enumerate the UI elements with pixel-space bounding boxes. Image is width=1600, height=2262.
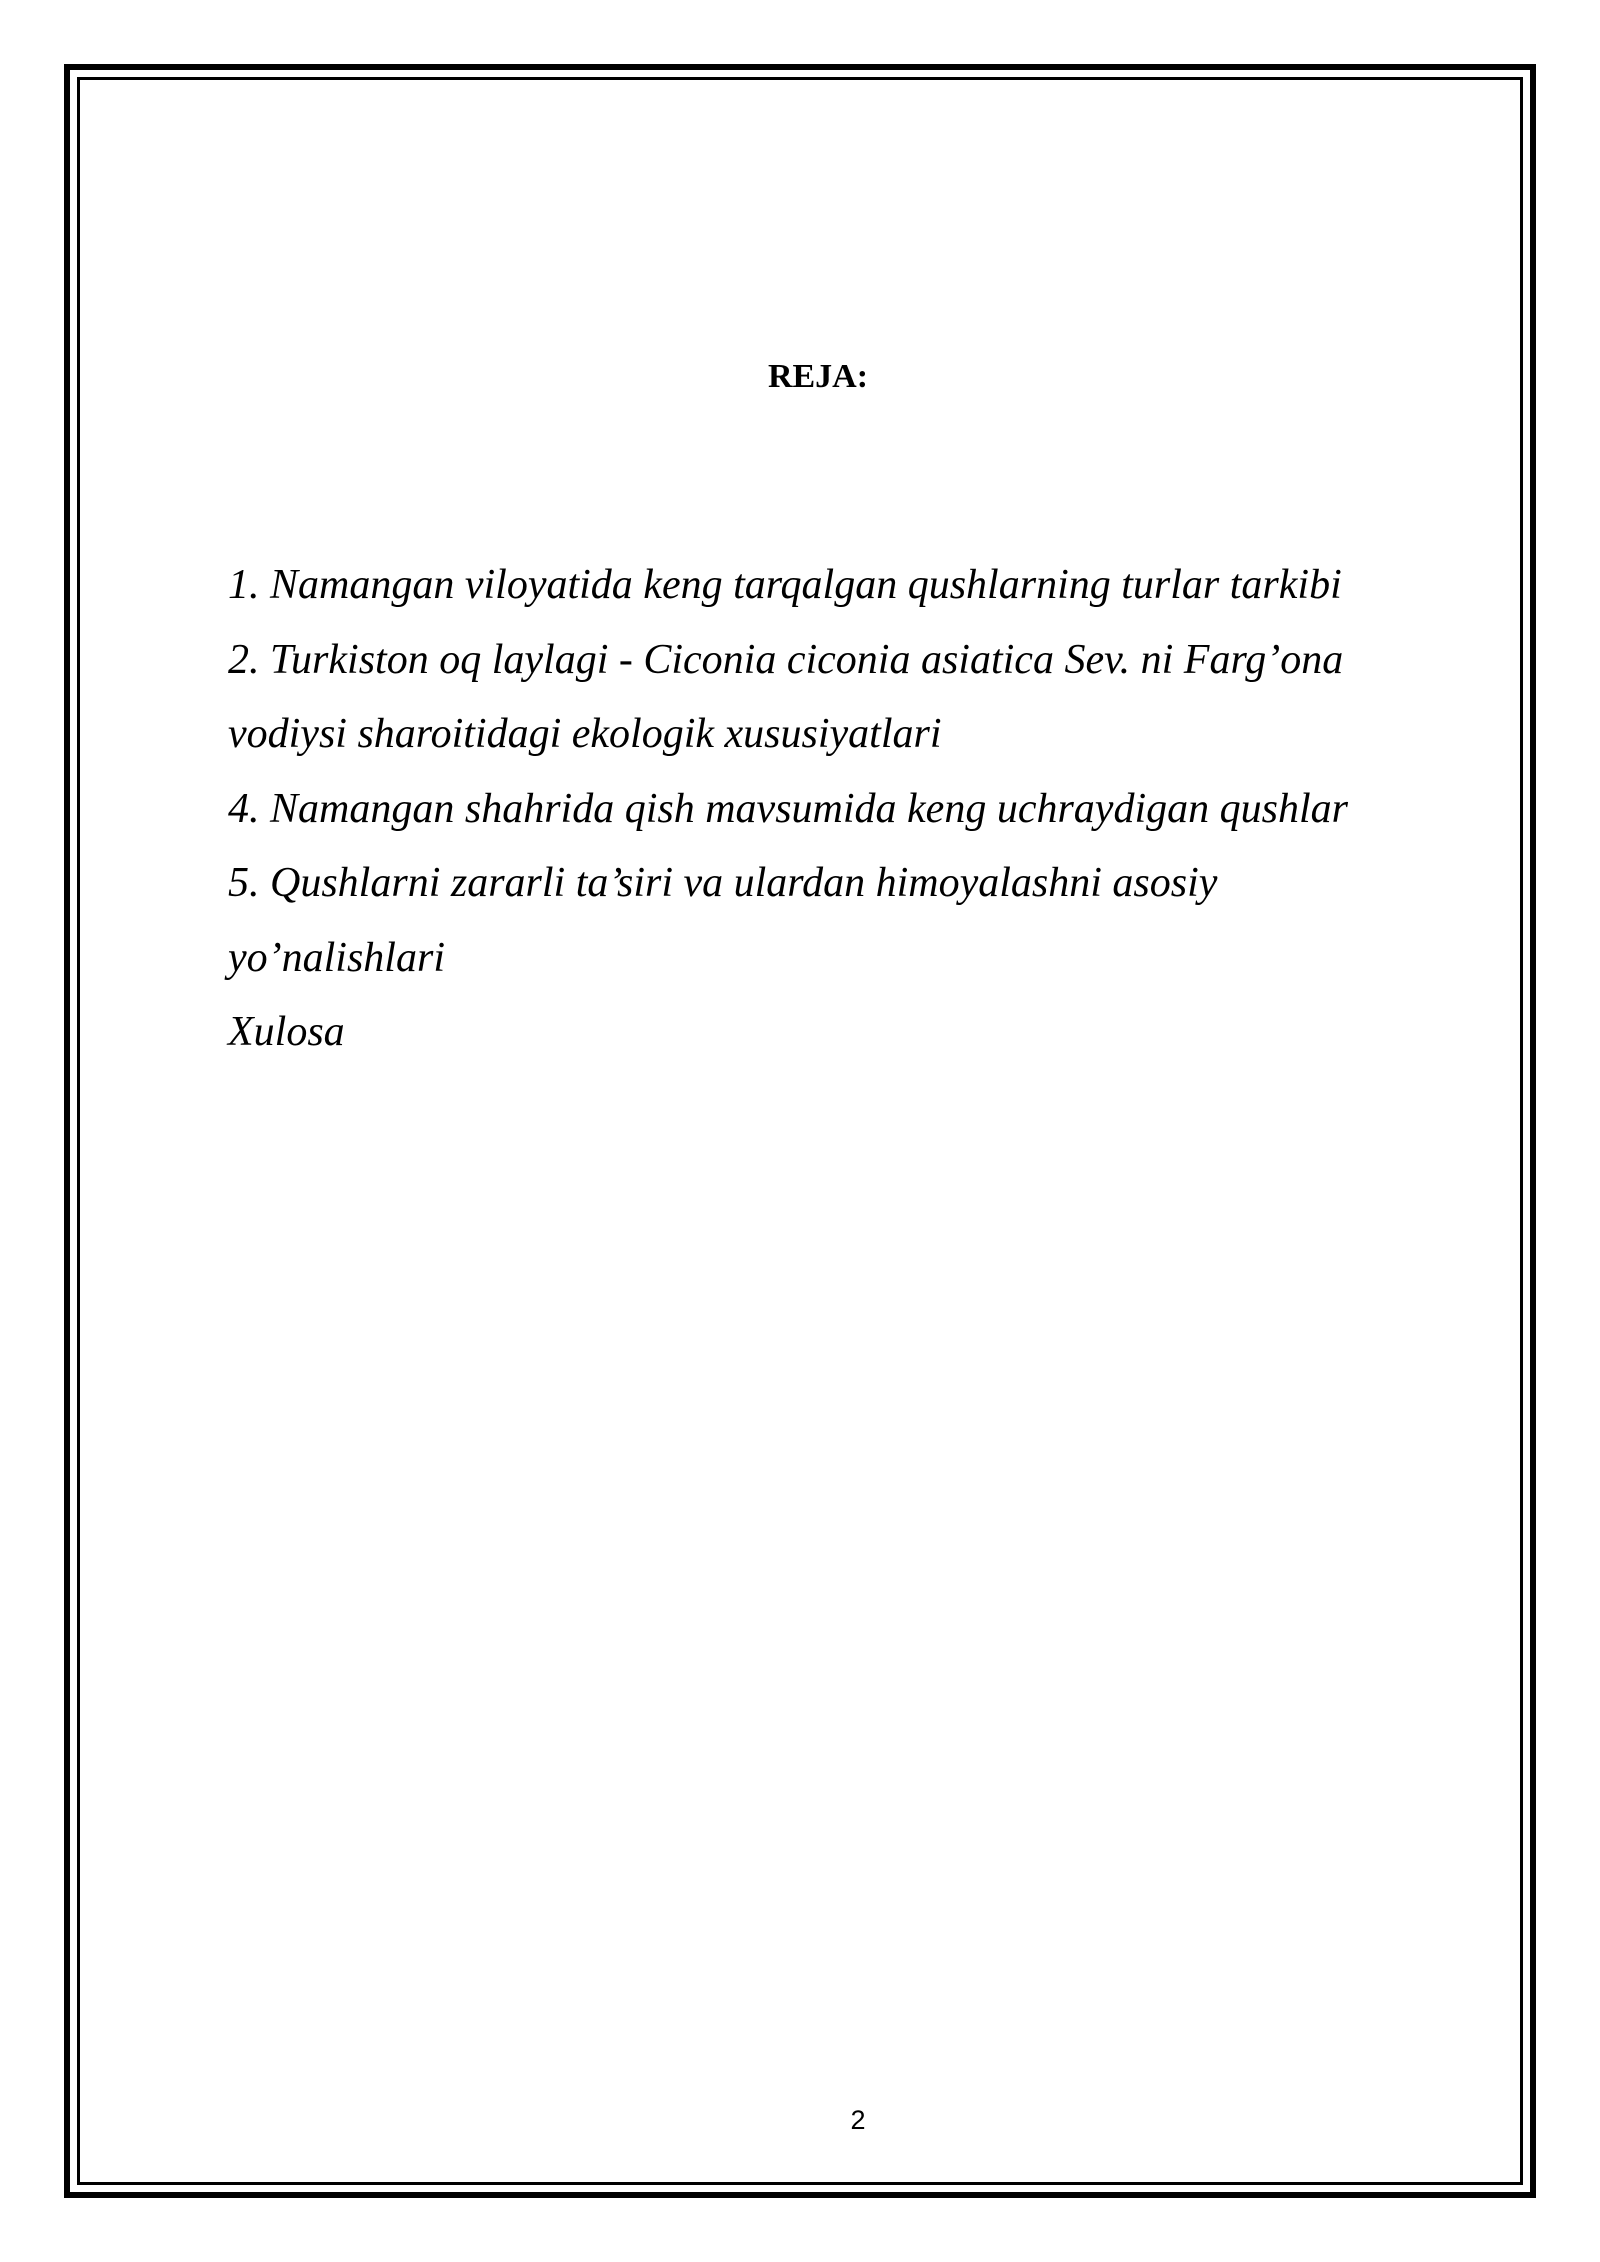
plan-line: Xulosa bbox=[228, 1009, 345, 1055]
plan-line: 2. Turkiston oq laylagi - Ciconia ciconia asiatica Sev. ni Farg’ona bbox=[228, 636, 1344, 683]
plan-line: 5. Qushlarni zararli ta’siri va ulardan himoyalashni asosiy bbox=[228, 860, 1218, 906]
page-title: REJA: bbox=[767, 358, 869, 395]
plan-line: 1. Namangan viloyatida keng tarqalgan qushlarning turlar tarkibi bbox=[228, 562, 1342, 608]
plan-line: 4. Namangan shahrida qish mavsumida keng uchraydigan qushlar bbox=[228, 785, 1348, 832]
plan-line: yo’nalishlari bbox=[228, 934, 445, 981]
plan-line: vodiysi sharoitidagi ekologik xususiyatlari bbox=[228, 711, 942, 757]
plan-list bbox=[228, 548, 1388, 1070]
page-number: 2 bbox=[850, 2105, 866, 2135]
